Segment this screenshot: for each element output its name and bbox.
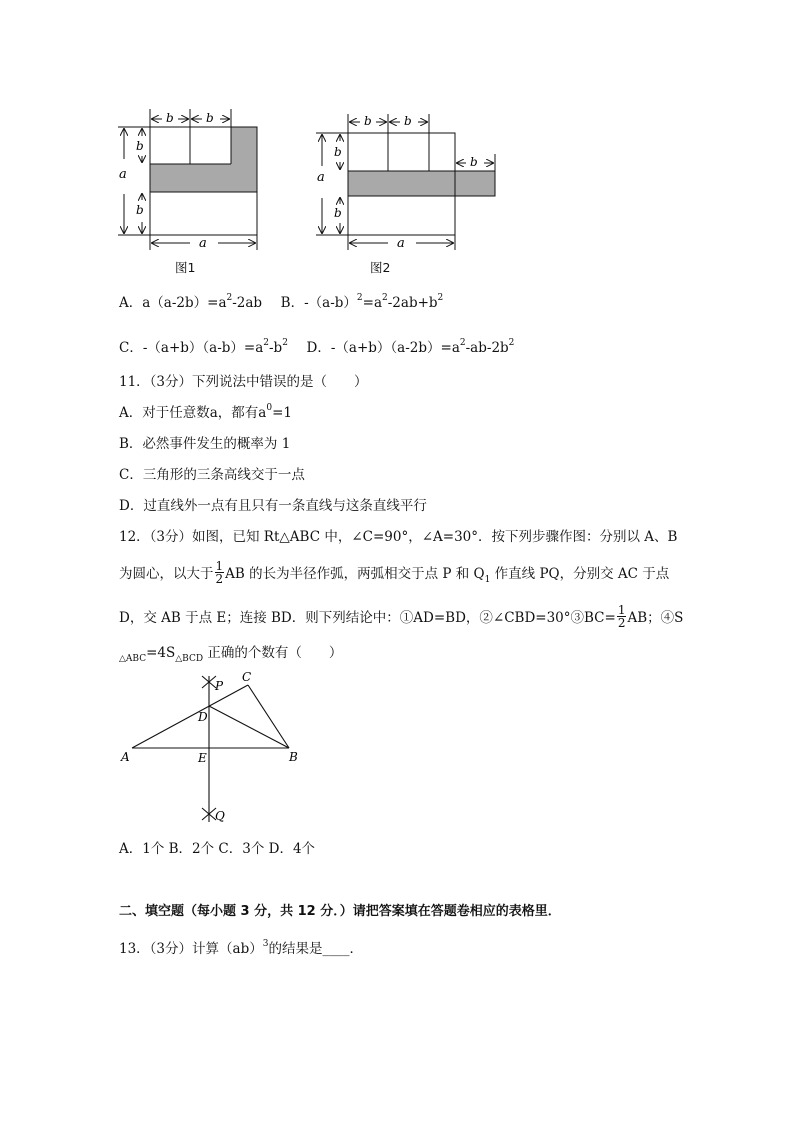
label-b: b (166, 111, 174, 125)
q11-option-b: B．必然事件发生的概率为 1 (119, 436, 291, 452)
label-b: b (136, 139, 144, 153)
figure-1 (110, 104, 270, 254)
q12-line-3: D，交 AB 于点 E；连接 BD．则下列结论中：①AD=BD，②∠CBD=30°③BC= $\frac{1}{2}$ AB；④S (119, 603, 684, 630)
label-a: a (397, 236, 405, 251)
figure-2-caption: 图2 (370, 260, 391, 275)
fraction-half: $\frac{1}{2}$ (215, 559, 224, 586)
triangle-figure (118, 668, 318, 833)
q12-options: A．1个 B．2个 C．3个 D．4个 (119, 841, 316, 857)
q12-line-4: $_{\triangle ABC}=4S_{\triangle BCD}$ 正确的个数有（ ） (119, 645, 343, 664)
label-a: a (119, 167, 127, 182)
label-b: b (364, 114, 372, 128)
q11-option-a: A．对于任意数a，都有$a^0=1$ (119, 403, 292, 421)
q13-stem: 13．（3分）计算（ab）$^3$的结果是____． (119, 939, 363, 957)
q12-line-1: 12．（3分）如图，已知 Rt△ABC 中，∠C=90°，∠A=30°．按下列步骤作图：分别以 A、B (119, 529, 678, 545)
point-label-e: E (198, 751, 207, 765)
label-b: b (206, 111, 214, 125)
point-label-c: C (242, 670, 252, 684)
q11-option-c: C．三角形的三条高线交于一点 (119, 467, 305, 483)
q12-line-2: 为圆心，以大于 $\frac{1}{2}$ AB 的长为半径作弧，两弧相交于点 P 和 $Q_1$ 作直线 PQ，分别交 AC 于点 (119, 559, 670, 586)
section-2-heading: 二、填空题（每小题 3 分，共 12 分．）请把答案填在答题卷相应的表格里． (119, 904, 561, 919)
q10-options-ab: A．$a(a-2b)=a^2-2ab$ B．$-(a-b)^2=a^2-2ab+b^2$ (119, 293, 444, 311)
q11-stem: 11．（3分）下列说法中错误的是（ ） (119, 374, 368, 390)
point-label-q: Q (215, 809, 225, 823)
label-b: b (334, 206, 342, 220)
label-b: b (136, 203, 144, 217)
label-b: b (470, 155, 478, 169)
q10-options-cd: C．$-(a+b)(a-b)=a^2-b^2$ D．$-(a+b)(a-2b)=a^2-ab-2b^2$ (119, 338, 515, 356)
label-a: a (317, 170, 325, 185)
figure-2 (308, 104, 508, 254)
label-b: b (334, 145, 342, 159)
point-label-b: B (289, 750, 298, 764)
label-a: a (199, 236, 207, 251)
figure-1-caption: 图1 (175, 260, 196, 275)
fraction-half: $\frac{1}{2}$ (617, 603, 626, 630)
point-label-d: D (198, 710, 208, 724)
point-label-a: A (121, 750, 130, 764)
label-b: b (404, 114, 412, 128)
q11-option-d: D．过直线外一点有且只有一条直线与这条直线平行 (119, 498, 427, 514)
point-label-p: P (215, 679, 224, 693)
